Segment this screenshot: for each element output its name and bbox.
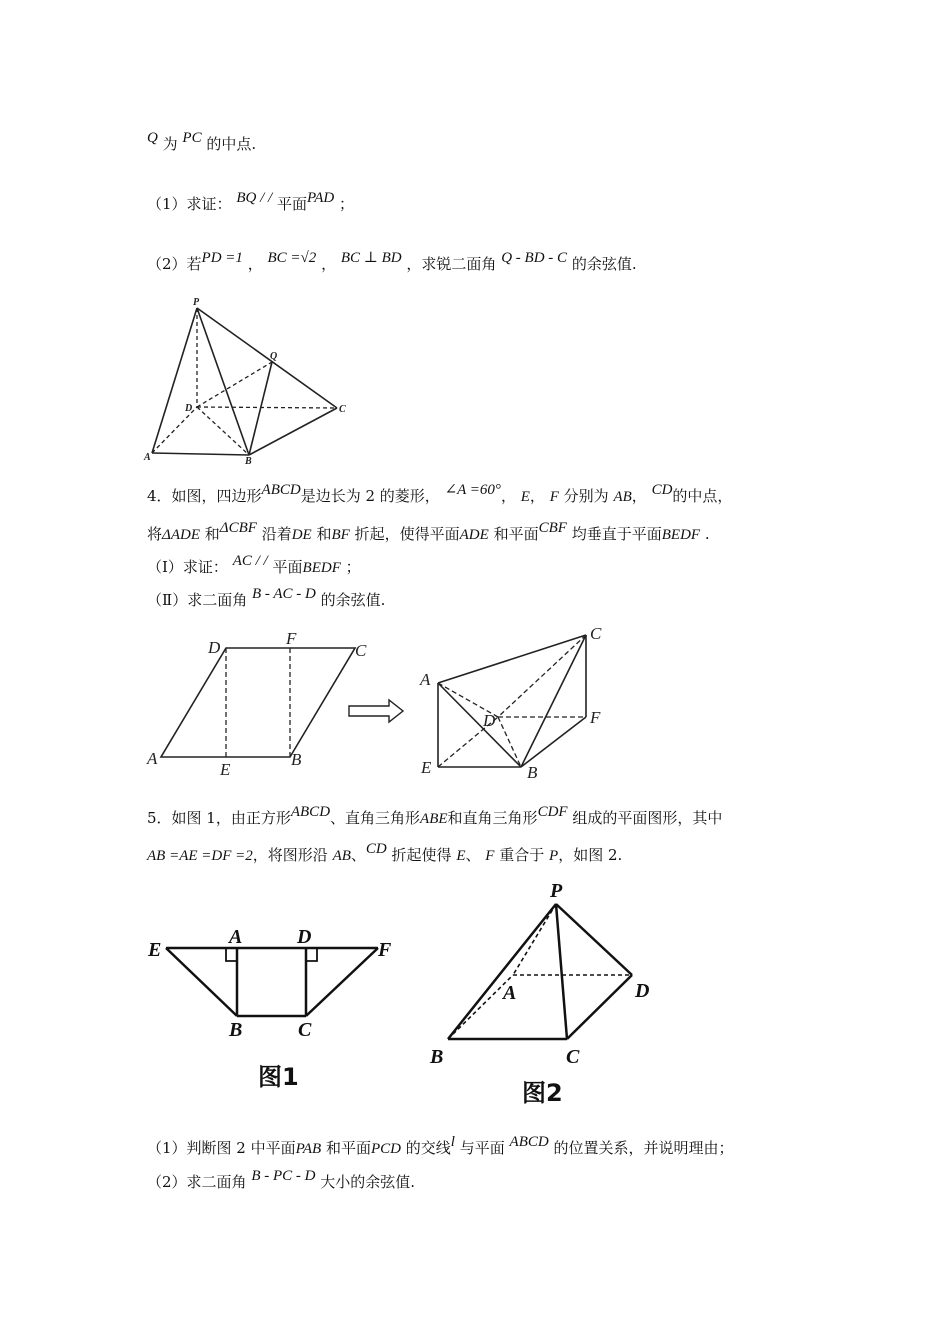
var-F: F xyxy=(485,848,495,864)
var-CBF: CBF xyxy=(538,520,567,536)
label-C: C xyxy=(566,1046,580,1068)
question-label: （2）求二面角 xyxy=(147,1173,247,1191)
text: 平面 xyxy=(272,558,303,576)
p4-question-2 xyxy=(147,586,386,611)
text: 、 xyxy=(465,846,481,864)
label-P: P xyxy=(193,297,200,308)
text: . xyxy=(704,525,710,543)
label-P: P xyxy=(550,880,563,902)
p3-question-2 xyxy=(147,250,637,275)
p4-question-1 xyxy=(147,553,361,578)
question-label: （Ⅱ）求二面角 xyxy=(147,591,248,609)
p3-question-1 xyxy=(147,190,354,215)
text: 和直角三角形 xyxy=(447,809,538,827)
problem-text: 5．如图 1，由正方形 xyxy=(147,809,291,827)
label-F: F xyxy=(286,629,297,648)
label-A: A xyxy=(147,749,158,768)
label-D: D xyxy=(297,926,312,948)
text: 和平面 xyxy=(325,1139,371,1157)
text: 的余弦值. xyxy=(571,255,637,273)
label-D: D xyxy=(635,980,650,1002)
label-E: E xyxy=(220,760,231,779)
text: 和 xyxy=(316,525,332,543)
p4-line1 xyxy=(147,482,733,507)
text: ，求锐二面角 xyxy=(406,255,497,273)
p4-line2 xyxy=(147,520,710,545)
label-B: B xyxy=(430,1046,444,1068)
text: 分别为 xyxy=(563,487,609,505)
question-label: （1）求证： xyxy=(147,195,232,213)
label-Q: Q xyxy=(270,351,278,362)
var-CBF: ΔCBF xyxy=(219,520,257,536)
p5-figure-2 xyxy=(425,875,685,1115)
text: ， xyxy=(247,255,263,273)
var-PC: PC xyxy=(182,130,202,146)
var-ADE: ΔADE xyxy=(162,527,200,543)
var-PCD: PCD xyxy=(370,1141,401,1157)
math-expr: Q - BD - C xyxy=(501,250,568,266)
text: 是边长为 2 的菱形， xyxy=(300,487,440,505)
p3-pyramid-figure xyxy=(140,295,360,470)
text: ， xyxy=(631,487,647,505)
text: 为 xyxy=(162,135,178,153)
math-expr: BC =√2 xyxy=(267,250,317,266)
problem-text: 4．如图，四边形 xyxy=(147,487,262,505)
p5-line2 xyxy=(147,841,623,866)
var-ABCD: ABCD xyxy=(509,1134,549,1150)
p5-question-1 xyxy=(147,1134,734,1159)
math-expr: PD =1 xyxy=(201,250,243,266)
label-F: F xyxy=(378,939,392,961)
label-F: F xyxy=(590,708,601,727)
math-expr: AB =AE =DF =2 xyxy=(147,848,253,864)
text: 沿着 xyxy=(261,525,292,543)
var-BF: BF xyxy=(331,527,350,543)
label-B: B xyxy=(229,1019,243,1041)
var-CD: CD xyxy=(651,482,673,498)
text: ，将图形沿 xyxy=(252,846,328,864)
label-B: B xyxy=(527,763,538,782)
text: 大小的余弦值. xyxy=(320,1173,416,1191)
text: ； xyxy=(345,558,361,576)
label-C: C xyxy=(339,404,346,415)
math-expr: ∠A =60° xyxy=(444,482,501,498)
var-AB: AB xyxy=(613,489,632,505)
text: 重合于 xyxy=(499,846,545,864)
text: 和平面 xyxy=(493,525,539,543)
var-DE: DE xyxy=(291,527,312,543)
text: 的中点. xyxy=(206,135,257,153)
var-AB: AB xyxy=(332,848,351,864)
text: ，如图 2. xyxy=(558,846,623,864)
text: ， xyxy=(500,487,516,505)
text: ， xyxy=(321,255,337,273)
var-l: l xyxy=(450,1134,455,1150)
var-P: P xyxy=(549,848,559,864)
text: 的中点， xyxy=(672,487,733,505)
var-CDF: CDF xyxy=(537,804,568,820)
text: 与平面 xyxy=(459,1139,505,1157)
question-label: （2）若 xyxy=(147,255,202,273)
question-label: （Ⅰ）求证： xyxy=(147,558,228,576)
math-expr: BC ⊥ BD xyxy=(340,250,402,266)
p5-line1 xyxy=(147,804,723,829)
label-A: A xyxy=(144,452,151,463)
label-A: A xyxy=(420,670,431,689)
text: 平面 xyxy=(276,195,307,213)
label-B: B xyxy=(291,750,302,769)
text: 组成的平面图形，其中 xyxy=(572,809,723,827)
p5-figure-1 xyxy=(140,915,410,1095)
hollow-arrow-icon xyxy=(349,700,403,722)
var-F: F xyxy=(549,489,559,505)
label-C: C xyxy=(355,641,367,660)
var-CD: CD xyxy=(365,841,387,857)
text: 折起使得 xyxy=(391,846,452,864)
math-expr: B - AC - D xyxy=(251,586,316,602)
text: 将 xyxy=(147,525,163,543)
var-ADE: ADE xyxy=(459,527,489,543)
math-expr: B - PC - D xyxy=(251,1168,316,1184)
label-A: A xyxy=(503,982,517,1004)
math-expr: AC / / xyxy=(232,553,268,569)
p4-figure xyxy=(140,620,620,785)
label-A: A xyxy=(229,926,243,948)
label-D: D xyxy=(185,403,193,414)
var-BEDF: BEDF xyxy=(661,527,701,543)
figure-caption: 图2 xyxy=(522,1079,563,1107)
label-B: B xyxy=(245,456,252,467)
var-BEDF: BEDF xyxy=(302,560,341,576)
var-ABCD: ABCD xyxy=(290,804,331,820)
p5-question-2 xyxy=(147,1168,416,1193)
text: 、直角三角形 xyxy=(330,809,421,827)
var-PAD: PAD xyxy=(306,190,335,206)
label-D: D xyxy=(208,638,221,657)
text: 的位置关系，并说明理由； xyxy=(553,1139,734,1157)
var-PAB: PAB xyxy=(295,1141,322,1157)
text: 折起，使得平面 xyxy=(354,525,460,543)
label-C: C xyxy=(590,624,602,643)
text: ， xyxy=(529,487,545,505)
label-C: C xyxy=(298,1019,312,1041)
figure-caption: 图1 xyxy=(258,1063,299,1091)
var-E: E xyxy=(456,848,466,864)
text: ； xyxy=(338,195,354,213)
text: 的余弦值. xyxy=(320,591,386,609)
text: 、 xyxy=(350,846,366,864)
var-Q: Q xyxy=(147,130,158,146)
p3-line1 xyxy=(147,130,257,155)
var-ABCD: ABCD xyxy=(261,482,301,498)
var-ABE: ABE xyxy=(420,811,448,827)
text: 和 xyxy=(204,525,220,543)
question-label: （1）判断图 2 中平面 xyxy=(147,1139,296,1157)
label-E: E xyxy=(421,758,432,777)
label-E: E xyxy=(148,939,162,961)
text: 均垂直于平面 xyxy=(571,525,662,543)
text: 的交线 xyxy=(405,1139,451,1157)
label-D: D xyxy=(483,711,496,730)
var-E: E xyxy=(520,489,530,505)
math-expr: BQ / / xyxy=(236,190,273,206)
